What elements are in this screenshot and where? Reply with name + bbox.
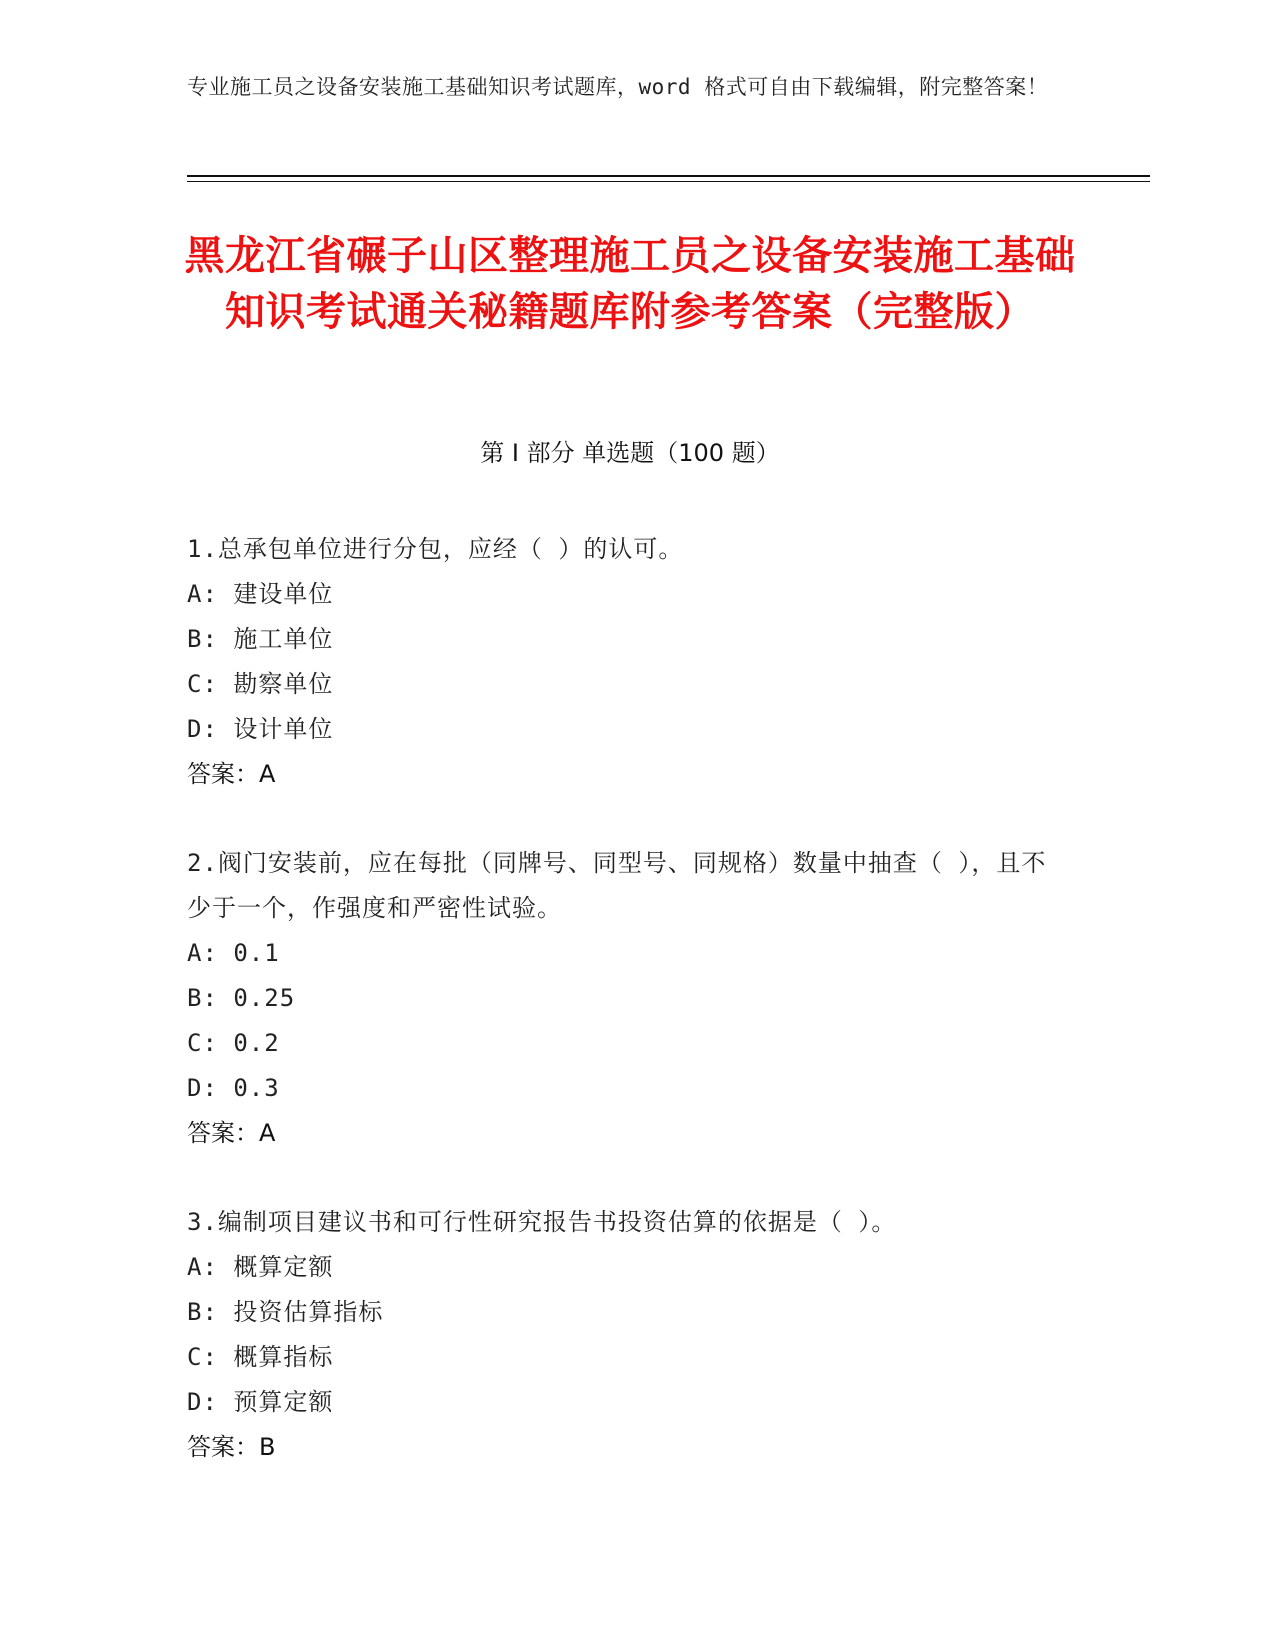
question-stem: 2.阀门安装前，应在每批（同牌号、同型号、同规格）数量中抽查（ ），且不少于一个，作强度和严密性试验。 xyxy=(187,849,1047,922)
question-2 xyxy=(187,841,1067,1156)
header-note: 专业施工员之设备安装施工基础知识考试题库，word 格式可自由下载编辑，附完整答案！ xyxy=(187,75,1049,99)
option-c: C: 0.2 xyxy=(187,1029,280,1057)
option-b: B: 施工单位 xyxy=(187,625,334,653)
option-d: D: 设计单位 xyxy=(187,715,334,743)
option-c: C: 概算指标 xyxy=(187,1343,334,1371)
option-d: D: 0.3 xyxy=(187,1074,280,1102)
question-stem: 3.编制项目建议书和可行性研究报告书投资估算的依据是（ ）。 xyxy=(187,1208,897,1236)
option-b: B: 投资估算指标 xyxy=(187,1298,384,1326)
answer-line: 答案：A xyxy=(187,1119,276,1147)
option-a: A: 概算定额 xyxy=(187,1253,334,1281)
section-title: 第 I 部分 单选题（100 题） xyxy=(480,439,780,467)
option-c: C: 勘察单位 xyxy=(187,670,334,698)
answer-line: 答案：B xyxy=(187,1433,276,1461)
answer-line: 答案：A xyxy=(187,760,276,788)
question-1 xyxy=(187,527,1067,797)
question-3 xyxy=(187,1200,1067,1470)
header-rule-thick xyxy=(187,175,1150,177)
question-list xyxy=(187,527,1067,1514)
option-d: D: 预算定额 xyxy=(187,1388,334,1416)
question-stem: 1.总承包单位进行分包，应经（ ）的认可。 xyxy=(187,535,684,563)
document-title: 黑龙江省碾子山区整理施工员之设备安装施工基础知识考试通关秘籍题库附参考答案（完整版） xyxy=(184,233,1076,335)
option-b: B: 0.25 xyxy=(187,984,296,1012)
header-rule-thin xyxy=(187,181,1150,182)
option-a: A: 0.1 xyxy=(187,939,280,967)
option-a: A: 建设单位 xyxy=(187,580,334,608)
